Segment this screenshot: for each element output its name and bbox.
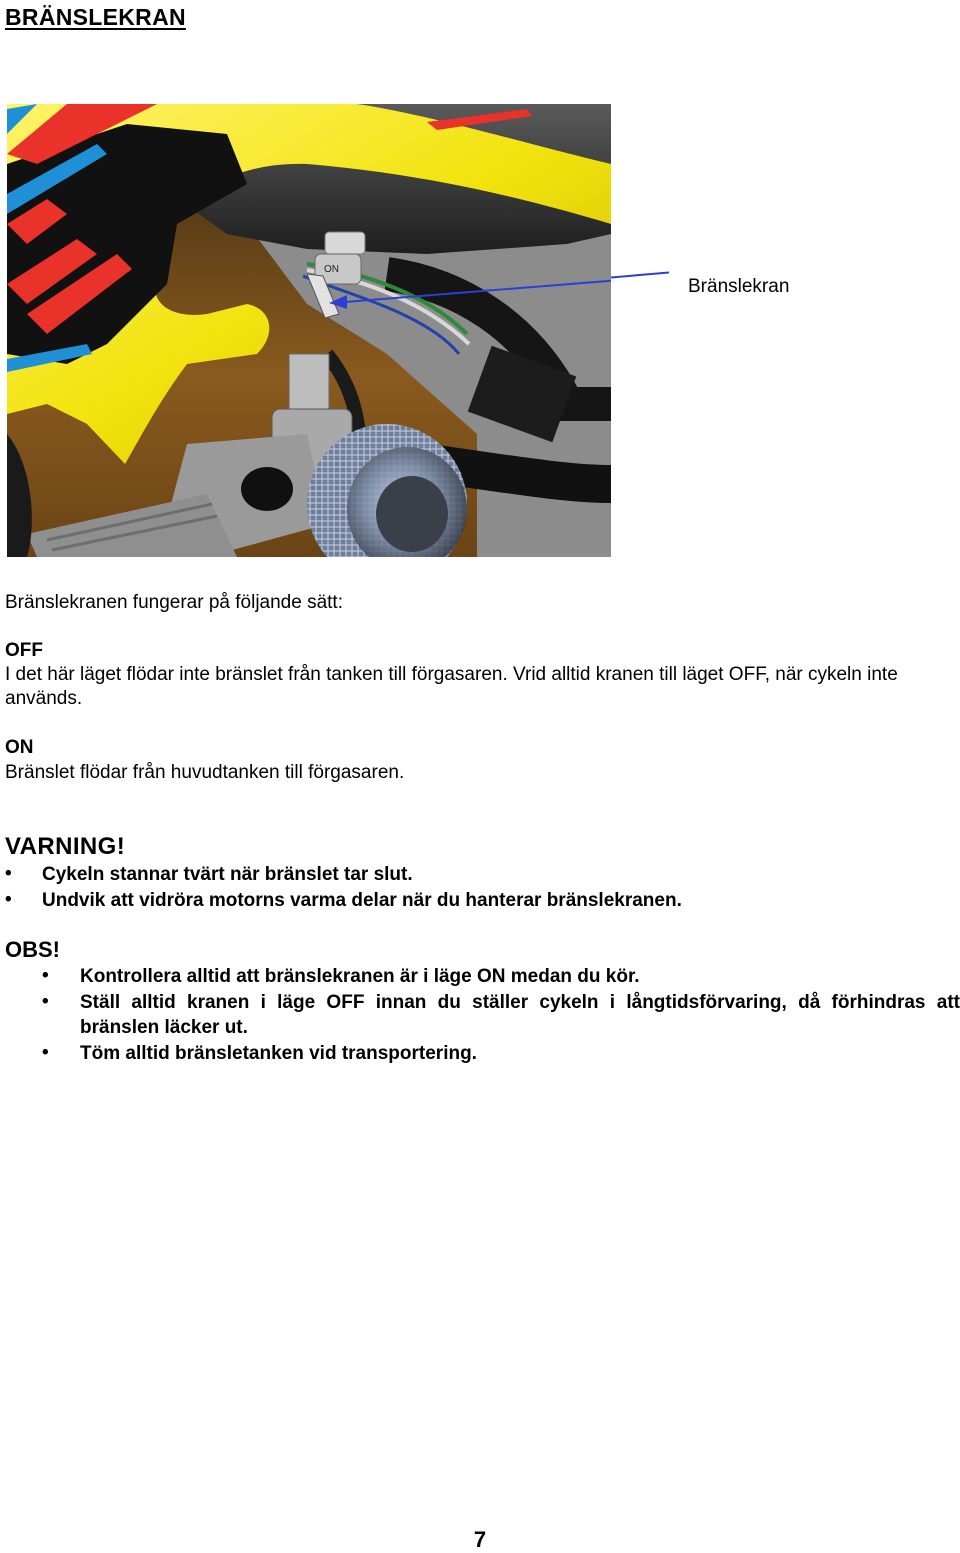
off-heading: OFF (5, 640, 43, 661)
valve-on-marking: ON (324, 264, 339, 275)
bullet-icon: • (5, 863, 12, 884)
obs-item-text: Töm alltid bränsletanken vid transportering. (80, 1043, 477, 1064)
warning-item-text: Undvik att vidröra motorns varma delar när du hanterar bränslekranen. (42, 890, 682, 911)
page-title: BRÄNSLEKRAN (5, 4, 186, 30)
page-number: 7 (473, 1527, 487, 1552)
bullet-icon: • (42, 965, 49, 986)
bullet-icon: • (5, 889, 12, 910)
obs-item-text: Kontrollera alltid att bränslekranen är i läge ON medan du kör. (80, 966, 640, 987)
bullet-icon: • (42, 991, 49, 1012)
fuel-valve-photo (7, 104, 611, 557)
on-heading: ON (5, 737, 34, 758)
warning-heading: VARNING! (5, 833, 126, 860)
off-text: I det här läget flödar inte bränslet från tanken till förgasaren. Vrid alltid kranen till läget OFF, när cykeln inte används. (5, 664, 898, 709)
obs-heading: OBS! (5, 937, 60, 962)
obs-item-text: Ställ alltid kranen i läge OFF innan du ställer cykeln i långtidsförvaring, då förhindras att bränslen läcker ut. (80, 992, 960, 1038)
warning-item-text: Cykeln stannar tvärt när bränslet tar slut. (42, 864, 413, 885)
callout-label: Bränslekran (688, 276, 790, 297)
callout-arrow-extension (611, 268, 671, 282)
on-text: Bränslet flödar från huvudtanken till förgasaren. (5, 762, 405, 783)
bullet-icon: • (42, 1042, 49, 1063)
intro-text: Bränslekranen fungerar på följande sätt: (5, 592, 343, 613)
